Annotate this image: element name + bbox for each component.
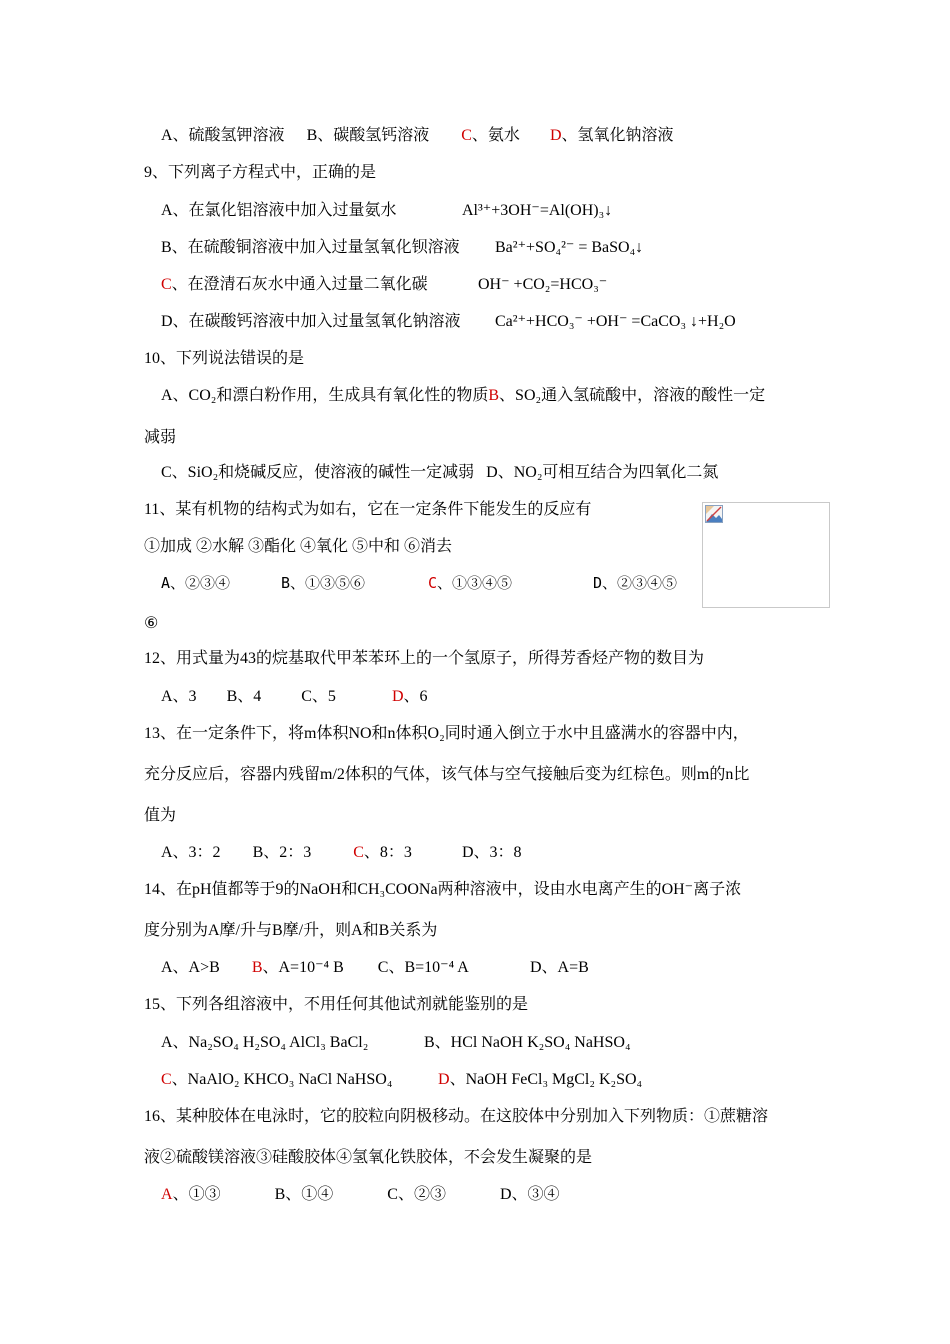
q12-answer-letter: D [391,688,404,705]
q15-answer-letter-d: D [438,1071,450,1088]
q14-option-b: 、A=10⁻⁴ B [262,959,344,976]
q16-line1: 16、某种胶体在电泳时，它的胶粒向阴极移动。在这胶体中分别加入下列物质：①蔗糖溶 [144,1108,769,1125]
q15-option-c [161,1070,392,1090]
q9-option-c-text: 、在澄清石灰水中通入过量二氧化碳 [171,276,428,293]
q16-line2: 液②硫酸镁溶液③硅酸胶体④氢氧化铁胶体，不会发生凝聚的是 [144,1149,593,1166]
q14-answer-letter: B [251,959,263,976]
q10-option-c: C、SiO₂和烧碱反应，使溶液的碱性一定减弱 [161,464,475,481]
q11-option-c-text: 、①③④⑤ [437,574,513,592]
q11-option-b: B、①③⑤⑥ [281,574,366,592]
q12-option-c: C、5 [301,688,336,705]
q10-option-cd [161,463,718,483]
q9-option-d: D、在碳酸钙溶液中加入过量氢氧化钠溶液 [161,313,461,330]
q11-option-c [428,573,512,593]
q15-option-c-text: 、NaAlO₂ KHCO₃ NaCl NaHSO₄ [171,1071,393,1088]
q10-answer-letter: B [488,387,500,404]
q16-options [161,1185,560,1205]
q12-option-b: B、4 [226,688,262,705]
q9-option-a [161,201,397,221]
q13-line2: 充分反应后，容器内残留m/2体积的气体，该气体与空气接触后变为红棕色。则m的n比 [144,766,750,783]
q9-stem: 9、下列离子方程式中，正确的是 [144,164,377,181]
q16-option-b: B、①④ [274,1186,334,1203]
q9-answer-letter: C [161,276,172,293]
q10-option-ab [161,386,765,406]
q12-options [161,687,428,707]
q8-option-c: 、氨水 [471,127,520,144]
q15-option-d [438,1070,642,1090]
q11-stem: 11、某有机物的结构式为如右，它在一定条件下能发生的反应有 [144,501,592,518]
q13-option-c: 、8：3 [363,844,412,861]
q8-option-d: 、氢氧化钠溶液 [561,127,674,144]
q12-option-d: 、6 [403,688,428,705]
q9-option-b: B、在硫酸铜溶液中加入过量氢氧化钡溶液 [161,239,460,256]
q15-answer-letter-c: C [161,1071,172,1088]
structure-image-placeholder [702,502,830,608]
q15-stem: 15、下列各组溶液中，不用任何其他试剂就能鉴别的是 [144,996,529,1013]
q8-option-a: A、硫酸氢钾溶液 [161,127,285,144]
q14-option-c: C、B=10⁻⁴ A [377,959,468,976]
q15-option-a: A、Na₂SO₄ H₂SO₄ AlCl₃ BaCl₂ [161,1034,369,1051]
q11-answer-letter: C [428,574,438,592]
q12-stem: 12、用式量为43的烷基取代甲苯苯环上的一个氢原子，所得芳香烃产物的数目为 [144,650,705,667]
q9-option-d-equation: Ca²⁺+HCO₃⁻ +OH⁻ =CaCO₃ ↓+H₂O [495,313,736,330]
q16-answer-letter: A [161,1186,173,1203]
q10-stem: 10、下列说法错误的是 [144,350,305,367]
q8-option-b: B、碳酸氢钙溶液 [306,127,430,144]
q10-option-b-continued: 减弱 [144,429,177,446]
q14-options [161,958,589,978]
q9-option-a-equation: Al³⁺+3OH⁻=Al(OH)₃↓ [462,202,613,219]
q11-option-d: D、②③④⑤ [593,574,678,592]
q15-option-b: B、HCl NaOH K₂SO₄ NaHSO₄ [424,1034,631,1051]
q13-answer-letter: C [353,844,364,861]
q16-option-c: C、②③ [387,1186,446,1203]
q11-options [161,573,230,593]
q8-answer-letter-d: D [549,127,562,144]
q13-option-b: B、2：3 [252,844,312,861]
q16-option-a: 、①③ [172,1186,221,1203]
q11-reactions: ①加成 ②水解 ③酯化 ④氧化 ⑤中和 ⑥消去 [144,538,453,555]
q13-option-a: A、3：2 [161,844,221,861]
q12-option-a: A、3 [161,688,197,705]
q10-option-a: A、CO₂和漂白粉作用，生成具有氧化性的物质 [161,387,489,404]
q14-option-a: A、A>B [161,959,220,976]
q11-option-d-continued: ⑥ [144,615,159,632]
q9-option-c-equation: OH⁻ +CO₂=HCO₃⁻ [478,276,608,293]
q13-options [161,843,522,863]
q13-option-d: D、3：8 [461,844,522,861]
q14-line2: 度分别为A摩/升与B摩/升，则A和B关系为 [144,922,438,939]
q9-option-c [161,275,428,295]
q11-option-a: A、②③④ [161,574,231,592]
q14-option-d: D、A=B [529,959,589,976]
broken-image-icon [705,505,723,523]
q10-option-d: D、NO₂可相互结合为四氧化二氮 [486,464,719,481]
q8-options [161,126,674,146]
q15-option-d-text: 、NaOH FeCl₃ MgCl₂ K₂SO₄ [449,1071,643,1088]
q16-option-d: D、③④ [499,1186,560,1203]
q10-option-b: 、SO₂通入氢硫酸中，溶液的酸性一定 [499,387,766,404]
q9-option-b-equation: Ba²⁺+SO₄²⁻ = BaSO₄↓ [495,239,644,256]
q13-line1: 13、在一定条件下，将m体积NO和n体积O₂同时通入倒立于水中且盛满水的容器中内， [144,725,749,742]
q14-line1: 14、在pH值都等于9的NaOH和CH₃COONa两种溶液中，设由水电离产生的OH⁻离子浓 [144,881,742,898]
q8-answer-letter: C [461,127,472,144]
q9-option-a-text: A、在氯化铝溶液中加入过量氨水 [161,202,397,219]
q13-line3: 值为 [144,807,177,824]
